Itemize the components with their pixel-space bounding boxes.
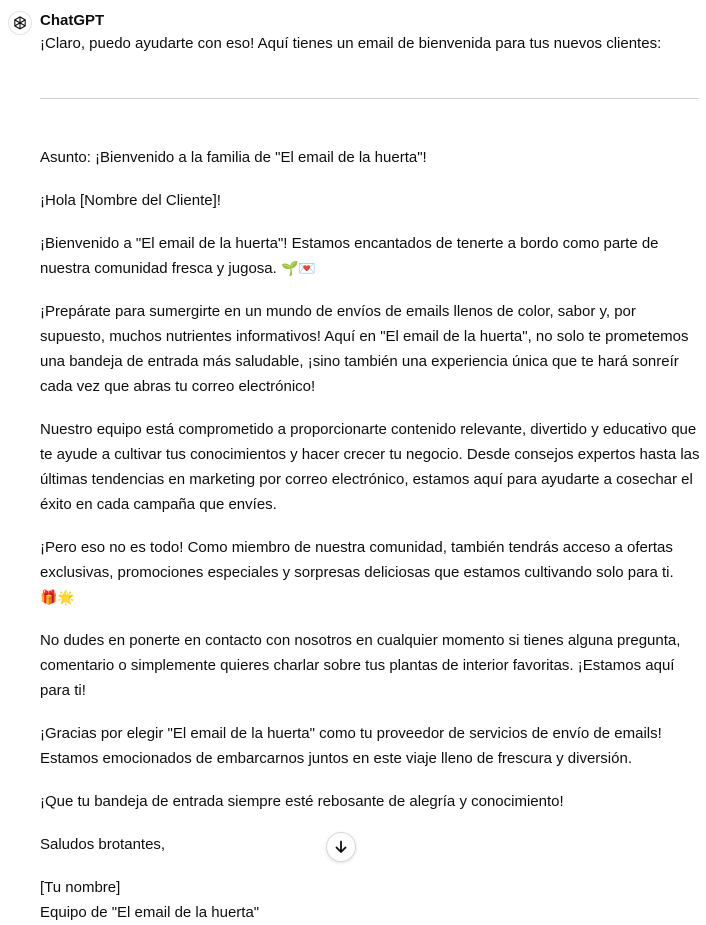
assistant-avatar	[8, 11, 32, 35]
gift-star-icon: 🎁🌟	[40, 589, 75, 605]
email-paragraph-5: No dudes en ponerte en contacto con nosotros en cualquier momento si tienes alguna pregunta, comentario o simplemente quieres charlar sobre tus plantas de interior favoritas. ¡Estamos aquí para ti!	[40, 632, 681, 699]
email-signature-name: [Tu nombre]	[40, 879, 121, 896]
scroll-to-bottom-button[interactable]	[326, 832, 356, 862]
email-paragraph-6: ¡Gracias por elegir "El email de la huerta" como tu proveedor de servicios de envío de emails! Estamos emocionados de embarcarnos juntos en este viaje lleno de frescura y diversión.	[40, 725, 662, 767]
email-paragraph-2: ¡Prepárate para sumergirte en un mundo de envíos de emails llenos de color, sabor y, por supuesto, muchos nutrientes informativos! Aquí en "El email de la huerta", no solo te prometemos una bandeja de entrada más saludable, ¡sino también una experiencia única que te hará sonreír cada vez que abras tu correo electrónico!	[40, 303, 689, 395]
email-signature-team: Equipo de "El email de la huerta"	[40, 904, 260, 921]
email-paragraph-4-text: ¡Pero eso no es todo! Como miembro de nuestra comunidad, también tendrás acceso a ofertas exclusivas, promociones especiales y sorpresas deliciosas que estamos cultivando solo para ti.	[40, 539, 674, 581]
divider	[40, 98, 699, 99]
email-paragraph-1-text: ¡Bienvenido a "El email de la huerta"! Estamos encantados de tenerte a bordo como parte de nuestra comunidad fresca y jugosa.	[40, 235, 659, 277]
email-paragraph-1	[40, 231, 700, 281]
email-subject: Asunto: ¡Bienvenido a la familia de "El email de la huerta"!	[40, 149, 427, 166]
message-intro: ¡Claro, puedo ayudarte con eso! Aquí tienes un email de bienvenida para tus nuevos clientes:	[40, 35, 662, 52]
arrow-down-icon	[334, 840, 348, 854]
email-paragraph-4	[40, 535, 700, 610]
email-paragraph-7: ¡Que tu bandeja de entrada siempre esté rebosante de alegría y conocimiento!	[40, 793, 564, 810]
seedling-letter-icon: 🌱💌	[280, 260, 316, 276]
openai-logo-icon	[12, 15, 28, 31]
email-content	[40, 145, 700, 925]
email-greeting: ¡Hola [Nombre del Cliente]!	[40, 192, 221, 209]
email-paragraph-3: Nuestro equipo está comprometido a proporcionarte contenido relevante, divertido y educativo que te ayude a cultivar tus conocimientos y hacer crecer tu negocio. Desde consejos expertos hasta las últimas tendencias en marketing por correo electrónico, estamos aquí para ayudarte a cosechar el éxito en cada campaña que envíes.	[40, 421, 700, 513]
message-author: ChatGPT	[40, 12, 105, 29]
email-closing: Saludos brotantes,	[40, 836, 166, 853]
